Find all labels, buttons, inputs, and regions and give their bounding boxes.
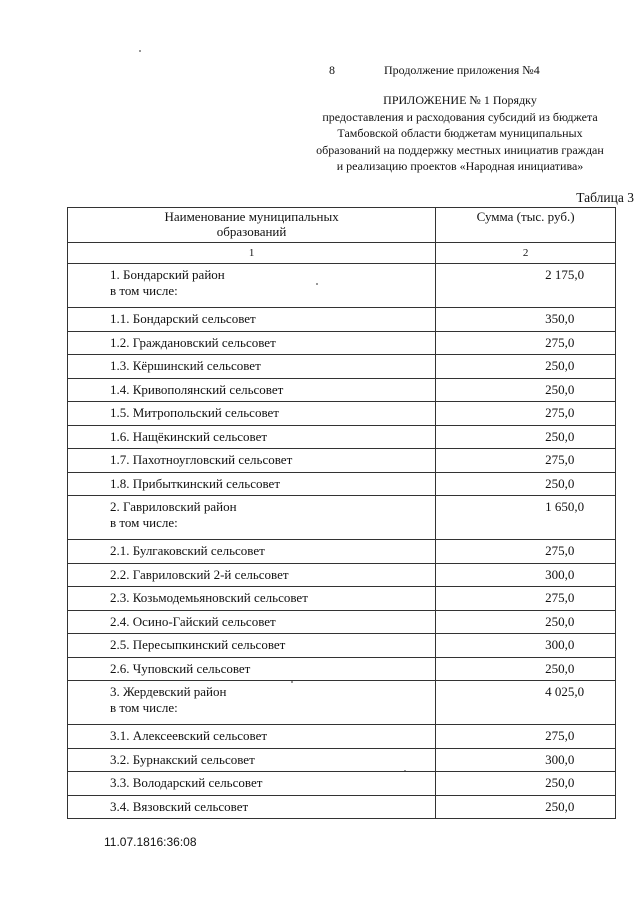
appendix-header-line: и реализацию проектов «Народная инициатива» (336, 159, 584, 173)
table-row (68, 634, 616, 658)
column-number: 1 (68, 243, 436, 264)
subsidy-amount: 300,0 (436, 634, 616, 658)
municipality-name: 1.5. Митропольский сельсовет (110, 405, 279, 420)
table-label: Таблица 3 (576, 190, 634, 205)
municipality-name: 2.5. Пересыпкинский сельсовет (110, 637, 286, 652)
table-row (68, 425, 616, 449)
subsidy-amount: 300,0 (436, 563, 616, 587)
table-row (68, 748, 616, 772)
subsidy-amount: 275,0 (436, 331, 616, 355)
subsidy-amount: 300,0 (436, 748, 616, 772)
table-row (68, 610, 616, 634)
municipality-name-cell (68, 563, 436, 587)
table-body (68, 264, 616, 819)
municipality-name: 3.2. Бурнакский сельсовет (110, 751, 255, 767)
subsidy-amount: 275,0 (436, 449, 616, 473)
column-header-name-line: образований (216, 224, 287, 239)
subsidy-amount: 350,0 (436, 308, 616, 332)
municipality-name-cell (68, 402, 436, 426)
subsidy-amount: 275,0 (436, 587, 616, 611)
subsidy-amount: 250,0 (436, 657, 616, 681)
continuation-note: Продолжение приложения №4 (384, 63, 540, 77)
appendix-header-line: предоставления и расходования субсидий из бюджета (322, 109, 598, 124)
municipality-name: 1.8. Прибыткинский сельсовет (110, 475, 281, 491)
including-note: в том числе: (110, 283, 178, 298)
table-row (68, 657, 616, 681)
municipality-name-cell (68, 634, 436, 658)
subsidy-amount: 275,0 (436, 540, 616, 564)
municipality-name: 3. Жердевский район (110, 684, 227, 699)
municipality-name-cell (68, 472, 436, 496)
municipality-name-cell (68, 425, 436, 449)
subsidy-amount: 250,0 (436, 772, 616, 796)
including-note: в том числе: (110, 515, 178, 530)
subsidy-table (67, 207, 616, 819)
municipality-name-cell (68, 610, 436, 634)
municipality-name: 3.4. Вязовский сельсовет (110, 798, 249, 814)
table-row (68, 355, 616, 379)
municipality-name: 1.7. Пахотноугловский сельсовет (110, 452, 293, 467)
table-row (68, 725, 616, 749)
municipality-name-cell (68, 772, 436, 796)
municipality-name-cell (68, 587, 436, 611)
appendix-header-line: образований на поддержку местных инициатив граждан (316, 142, 604, 157)
subsidy-amount: 250,0 (436, 795, 616, 819)
column-number-row (68, 243, 616, 264)
municipality-name-cell (68, 725, 436, 749)
municipality-name-cell (68, 449, 436, 473)
municipality-name: 2.6. Чуповский сельсовет (110, 660, 251, 676)
municipality-name-cell (68, 681, 436, 725)
municipality-name-cell (68, 496, 436, 540)
municipality-name: 2.3. Козьмодемьяновский сельсовет (110, 590, 308, 605)
table-row (68, 472, 616, 496)
page-number: 8 (329, 63, 335, 77)
subsidy-amount: 4 025,0 (436, 681, 616, 725)
district-row (68, 681, 616, 725)
subsidy-amount: 250,0 (436, 425, 616, 449)
municipality-name-cell (68, 540, 436, 564)
subsidy-amount: 275,0 (436, 725, 616, 749)
municipality-name-cell (68, 355, 436, 379)
including-note: в том числе: (110, 700, 178, 715)
table-row (68, 795, 616, 819)
subsidy-amount: 250,0 (436, 355, 616, 379)
district-row (68, 264, 616, 308)
table-row (68, 378, 616, 402)
table-row (68, 540, 616, 564)
column-header-name-line: Наименование муниципальных (164, 209, 339, 224)
table-row (68, 331, 616, 355)
municipality-name: 2.4. Осино-Гайский сельсовет (110, 613, 276, 629)
municipality-name: 3.1. Алексеевский сельсовет (110, 728, 268, 743)
column-number: 2 (436, 243, 616, 264)
municipality-name: 1.6. Нащёкинский сельсовет (110, 428, 268, 444)
municipality-name: 2. Гавриловский район (110, 499, 237, 514)
municipality-name-cell (68, 748, 436, 772)
municipality-name: 1.3. Кёршинский сельсовет (110, 358, 261, 373)
table-row (68, 308, 616, 332)
municipality-name: 3.3. Володарский сельсовет (110, 775, 263, 790)
municipality-name-cell (68, 378, 436, 402)
table-row (68, 772, 616, 796)
municipality-name: 2.1. Булгаковский сельсовет (110, 543, 265, 558)
subsidy-amount: 250,0 (436, 472, 616, 496)
subsidy-amount: 275,0 (436, 402, 616, 426)
appendix-header-line: Тамбовской области бюджетам муниципальных (337, 126, 583, 140)
table-row (68, 587, 616, 611)
municipality-name: 1. Бондарский район (110, 267, 225, 282)
appendix-header-line: ПРИЛОЖЕНИЕ № 1 Порядку (383, 93, 537, 107)
municipality-name-cell (68, 331, 436, 355)
column-header-sum: Сумма (тыс. руб.) (436, 208, 616, 243)
municipality-name: 2.2. Гавриловский 2-й сельсовет (110, 566, 289, 582)
municipality-name-cell (68, 657, 436, 681)
municipality-name: 1.4. Кривополянский сельсовет (110, 381, 284, 397)
municipality-name-cell (68, 264, 436, 308)
table-row (68, 563, 616, 587)
subsidy-amount: 2 175,0 (436, 264, 616, 308)
scan-speck (139, 50, 141, 52)
subsidy-amount: 250,0 (436, 378, 616, 402)
municipality-name: 1.2. Граждановский сельсовет (110, 334, 276, 350)
table-header-row (68, 208, 616, 243)
municipality-name-cell (68, 308, 436, 332)
district-row (68, 496, 616, 540)
appendix-header (300, 92, 620, 175)
subsidy-amount: 1 650,0 (436, 496, 616, 540)
column-header-name (68, 208, 436, 243)
municipality-name-cell (68, 795, 436, 819)
table-row (68, 449, 616, 473)
table-row (68, 402, 616, 426)
footer-timestamp: 11.07.1816:36:08 (104, 835, 197, 849)
municipality-name: 1.1. Бондарский сельсовет (110, 311, 256, 326)
subsidy-amount: 250,0 (436, 610, 616, 634)
